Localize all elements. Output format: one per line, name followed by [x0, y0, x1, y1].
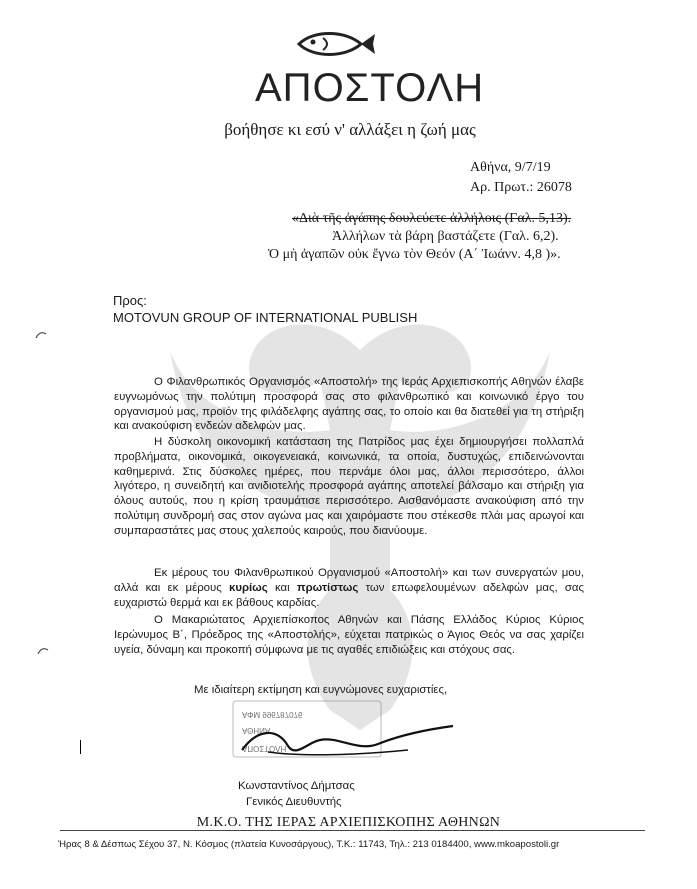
handwritten-signature: [238, 722, 458, 764]
emphasis-text: κυρίως: [228, 581, 268, 594]
svg-text:ΑΠΟΣΤΟΛΗ: ΑΠΟΣΤΟΛΗ: [242, 744, 287, 753]
emphasis-text: πρωτίστως: [296, 581, 359, 594]
fish-icon: [293, 28, 377, 60]
margin-tick: [80, 740, 81, 754]
punch-mark-icon: [34, 330, 48, 340]
svg-text:ΑΦΜ 996787076: ΑΦΜ 996787076: [242, 710, 303, 719]
body-paragraph: [114, 566, 584, 610]
tagline: βοήθησε κι εσύ ν' αλλάξει η ζωή μας: [224, 120, 476, 139]
body-paragraph: Ο Μακαριώτατος Αρχιεπίσκοπος Αθηνών και Πάσης Ελλάδος Κύριος Κύριος Ιερώνυμος Β΄, Πρόεδρος της «Αποστολής», εύχεται πατρικώς ο Άγιος Θεός να σας χαρίζει υγεία, δύναμη και προκοπή σύμφωνα με τις αγαθές επιδιώξεις και στόχους σας.: [114, 614, 584, 656]
body-text-span: των επωφελουμένων αδελφών μας, σας ευχαριστώ θερμά και εκ βάθους καρδίας.: [114, 581, 584, 609]
quote-line: Ὁ μὴ ἀγαπῶν οὐκ ἔγνω τὸν Θεόν (Α΄ Ἰωάνν. 4,8 )».: [268, 247, 561, 262]
signer-name: Κωνσταντίνος Δήμτσας: [238, 780, 355, 792]
body-paragraph: Ο Φιλανθρωπικός Οργανισμός «Αποστολή» της Ιεράς Αρχιεπισκοπής Αθηνών έλαβε ευγνωμόνως την πολύτιμη προσφορά σας στο φιλανθρωπικό και κοινωνικό έργο του οργανισμού μας, προϊόν της φιλάδελφης αγάπης σας, το οποίο και θα διατεθεί για τη στήριξη και ανακούφιση ενδεών αδελφών μας.: [114, 376, 584, 433]
body-paragraph: Η δύσκολη οικονομική κατάσταση της Πατρίδος μας έχει δημιουργήσει πολλαπλά προβλήματα, οικονομικά, οικογενειακά, κοινωνικά, τα οποία, δυστυχώς, επιδεινώνονται καθημερινά. Στις δύσκολες ημέρες, που περνάμε όλοι μας, άλλοι περισσότερο, άλλοι λιγότερο, η συνειδητή και ανιδιοτελής προσφορά αγάπης αποτελεί βάλσαμο και στήριξη για όλους αυτούς, που η κρίση τραυμάτισε περισσότερο. Αισθανόμαστε ανακούφιση από την πολύτιμη συνδρομή σας στον αγώνα μας και χαιρόμαστε που στέκεσθε πλάι μας αρωγοί και συμπαραστάτες μας στους χαλεπούς καιρούς, που διανύουμε.: [114, 436, 584, 537]
closing-line: Με ιδιαίτερη εκτίμηση και ευγνώμονες ευχαριστίες,: [194, 684, 448, 696]
recipient-label: Προς:: [113, 293, 147, 308]
recipient-name: MOTOVUN GROUP OF INTERNATIONAL PUBLISH: [113, 310, 418, 325]
footer-address: Ήρας 8 & Δέσπως Σέχου 37, Ν. Κόσμος (πλατεία Κυνοσάργους), Τ.Κ.: 11743, Τηλ.: 213 0184400, www.mkoapostoli.gr: [58, 839, 560, 850]
quote-line: Ἀλλήλων τὰ βάρη βαστάζετε (Γαλ. 6,2).: [332, 229, 559, 244]
body-text-span: και: [267, 581, 297, 594]
protocol-number: Αρ. Πρωτ.: 26078: [470, 180, 572, 195]
quote-line: «Διὰ τῆς ἀγάπης δουλεύετε ἀλλήλοις (Γαλ. 5,13).: [292, 211, 572, 226]
brand-logo-text: ΑΠΟΣΤΟΛΗ: [255, 66, 485, 110]
footer-organization: Μ.Κ.Ο. ΤΗΣ ΙΕΡΑΣ ΑΡΧΙΕΠΙΣΚΟΠΗΣ ΑΘΗΝΩΝ: [196, 815, 501, 830]
punch-mark-icon: [36, 646, 50, 656]
svg-text:ΑΘΗΝΑ: ΑΘΗΝΑ: [242, 726, 271, 735]
body-text-span: Εκ μέρους του Φιλανθρωπικού Οργανισμού «Αποστολή» και των συνεργατών μου, αλλά και εκ μέρους: [114, 567, 584, 594]
signer-title: Γενικός Διευθυντής: [246, 796, 342, 808]
place-date: Αθήνα, 9/7/19: [470, 160, 551, 175]
footer-divider: [60, 830, 645, 831]
